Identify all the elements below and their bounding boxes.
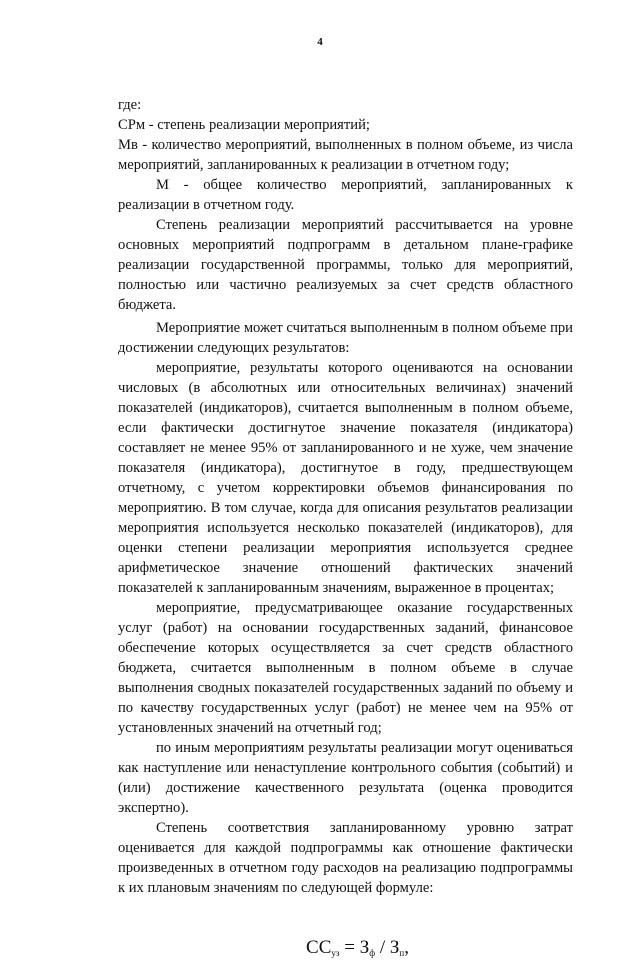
paragraph-other-measures: по иным мероприятиям результаты реализации могут оцениваться как наступление или ненаступление контрольного события (событий) и (или) достижение качественного результата (оценка проводится экспертно). bbox=[118, 740, 573, 816]
where-label: где: bbox=[118, 97, 142, 113]
formula-lhs: СС bbox=[306, 937, 332, 958]
page-number: 4 bbox=[317, 36, 323, 48]
formula-divide: / bbox=[375, 937, 390, 958]
definition-srm: СРм - степень реализации мероприятий; bbox=[118, 117, 370, 133]
definition-m: М - общее количество мероприятий, запланированных к реализации в отчетном году. bbox=[118, 177, 573, 213]
document-body bbox=[118, 95, 573, 966]
formula-numerator-subscript: ф bbox=[369, 948, 376, 958]
paragraph-state-services: мероприятие, предусматривающее оказание государственных услуг (работ) на основании государственных заданий, финансовое обеспечение которых осуществляется за счет средств областного бюджета, считается выполненным в полном объеме в случае выполнения сводных показателей государственных заданий по объему и по качеству государственных услуг (работ) не менее чем на 95% от установленных значений на отчетный год; bbox=[118, 600, 573, 736]
formula-equals: = bbox=[339, 937, 360, 958]
paragraph-cost-compliance: Степень соответствия запланированному уровню затрат оценивается для каждой подпрограммы как отношение фактически произведенных в отчетном году расходов на реализацию подпрограммы к их плановым значениям по следующей формуле: bbox=[118, 820, 573, 896]
formula-denominator-subscript: п bbox=[399, 948, 405, 958]
definition-mv: Мв - количество мероприятий, выполненных в полном объеме, из числа мероприятий, запланированных к реализации в отчетном году; bbox=[118, 137, 573, 173]
formula-denominator: З bbox=[389, 937, 400, 958]
paragraph-calculation-level: Степень реализации мероприятий рассчитывается на уровне основных мероприятий подпрограмм в детальном плане-графике реализации государственной программы, только для мероприятий, полностью или частично реализуемых за счет средств областного бюджета. bbox=[118, 217, 573, 313]
paragraph-numeric-indicators: мероприятие, результаты которого оцениваются на основании числовых (в абсолютных или относительных величинах) значений показателей (индикаторов), считается выполненным в полном объеме, если фактически достигнутое значение показателя (индикатора) составляет не менее 95% от запланированного и не хуже, чем значение показателя (индикатора), достигнутое в году, предшествующем отчетному, с учетом корректировки объемов финансирования по мероприятию. В том случае, когда для описания результатов реализации мероприятия используется несколько показателей (индикаторов), для оценки степени реализации мероприятия используется среднее арифметическое значение отношений фактических значений показателей к запланированным значениям, выраженное в процентах; bbox=[118, 360, 573, 596]
formula-tail: , bbox=[404, 937, 409, 958]
paragraph-completion-criteria: Мероприятие может считаться выполненным в полном объеме при достижении следующих результатов: bbox=[118, 320, 573, 356]
formula-numerator: З bbox=[359, 937, 370, 958]
formula-lhs-subscript: уз bbox=[331, 948, 340, 958]
formula bbox=[118, 935, 573, 966]
